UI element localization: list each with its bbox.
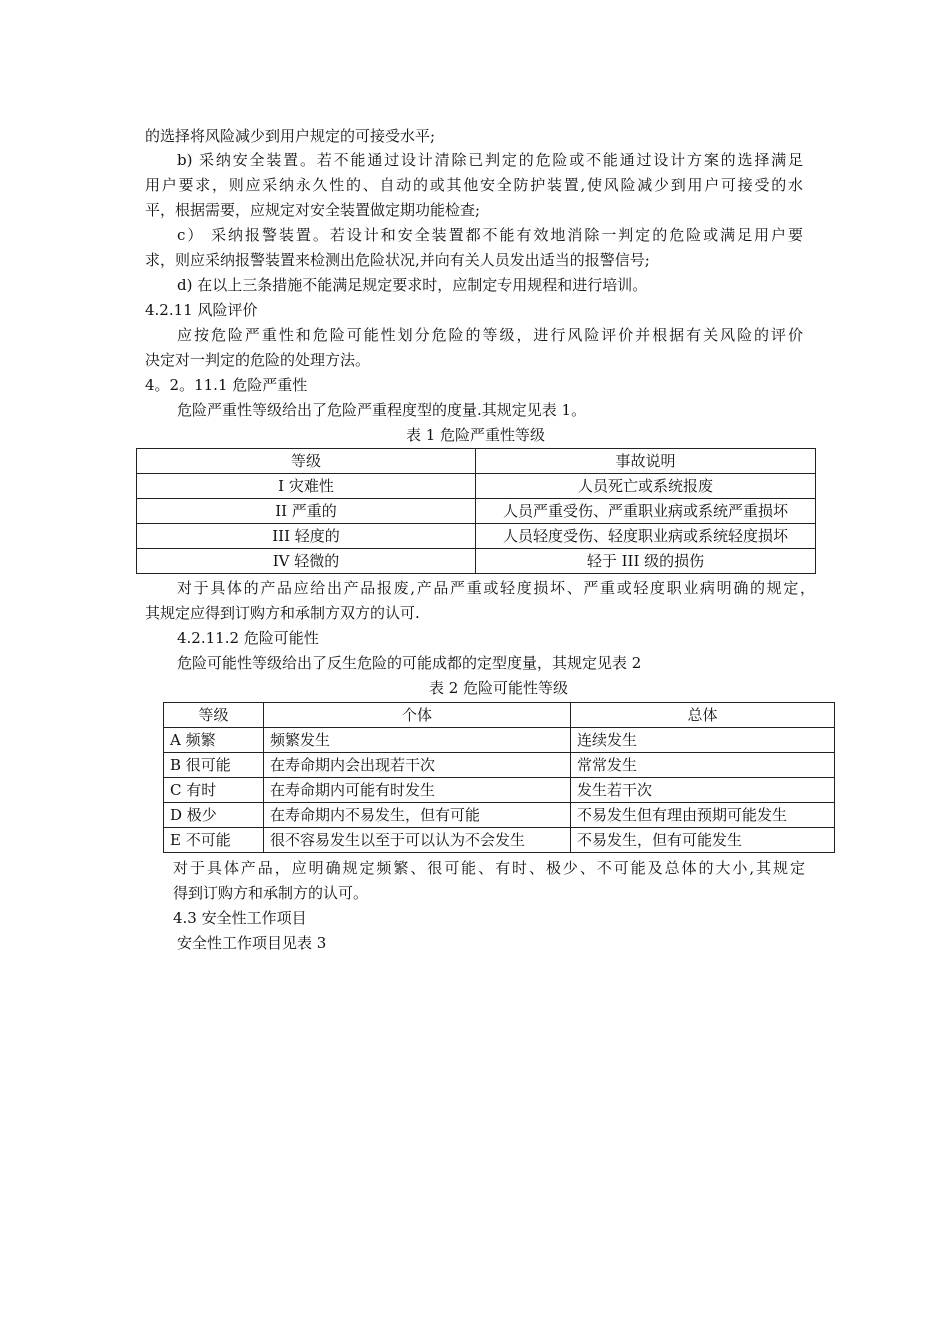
table-row xyxy=(137,549,816,574)
table-cell: E 不可能 xyxy=(164,828,264,853)
section-heading: 4.2.11 风险评价 xyxy=(145,301,258,319)
table-header-cell: 个体 xyxy=(264,703,571,728)
table-row xyxy=(137,474,816,499)
table-cell: 很不容易发生以至于可以认为不会发生 xyxy=(264,828,571,853)
paragraph-line: 的选择将风险减少到用户规定的可接受水平; xyxy=(145,127,436,145)
table-cell: 在寿命期内不易发生，但有可能 xyxy=(264,803,571,828)
table-header-row xyxy=(164,703,835,728)
table-row xyxy=(164,728,835,753)
table-cell: 人员严重受伤、严重职业病或系统严重损坏 xyxy=(476,499,816,524)
table-cell: 在寿命期内会出现若干次 xyxy=(264,753,571,778)
table-cell: 在寿命期内可能有时发生 xyxy=(264,778,571,803)
table-cell: 常常发生 xyxy=(571,753,835,778)
paragraph-line: b) 采纳安全装置。若不能通过设计清除已判定的危险或不能通过设计方案的选择满足 xyxy=(177,151,803,169)
table-cell: I 灾难性 xyxy=(137,474,476,499)
table-cell: C 有时 xyxy=(164,778,264,803)
paragraph-line: 决定对一判定的危险的处理方法。 xyxy=(145,351,371,369)
table-cell: D 极少 xyxy=(164,803,264,828)
paragraph-line: 安全性工作项目见表 3 xyxy=(177,934,327,952)
table-row xyxy=(137,524,816,549)
table-row xyxy=(164,803,835,828)
table-row xyxy=(137,499,816,524)
table1-caption: 表 1 危险严重性等级 xyxy=(405,426,546,444)
table-cell: 连续发生 xyxy=(571,728,835,753)
table-header-cell: 总体 xyxy=(571,703,835,728)
table-row xyxy=(164,778,835,803)
table-cell: II 严重的 xyxy=(137,499,476,524)
table-header-cell: 等级 xyxy=(137,449,476,474)
table-header-cell: 事故说明 xyxy=(476,449,816,474)
paragraph-line: 危险可能性等级给出了反生危险的可能成都的定型度量，其规定见表 2 xyxy=(177,654,642,672)
paragraph-line: 对于具体的产品应给出产品报废,产品严重或轻度损坏、严重或轻度职业病明确的规定， xyxy=(177,579,815,597)
paragraph-line: 用户要求，则应采纳永久性的、自动的或其他安全防护装置,使风险减少到用户可接受的水 xyxy=(145,176,803,194)
table-cell: A 频繁 xyxy=(164,728,264,753)
table-cell: III 轻度的 xyxy=(137,524,476,549)
severity-table xyxy=(136,448,816,574)
paragraph-line: 平，根据需要，应规定对安全装置做定期功能检查; xyxy=(145,201,481,219)
table-cell: B 很可能 xyxy=(164,753,264,778)
table-header-row xyxy=(137,449,816,474)
table-cell: 发生若干次 xyxy=(571,778,835,803)
table-cell: 轻于 III 级的损伤 xyxy=(476,549,816,574)
paragraph-line: c） 采纳报警装置。若设计和安全装置都不能有效地消除一判定的危险或满足用户要 xyxy=(177,226,803,244)
table-cell: IV 轻微的 xyxy=(137,549,476,574)
table-row xyxy=(164,828,835,853)
table-cell: 不易发生，但有可能发生 xyxy=(571,828,835,853)
probability-table xyxy=(163,702,835,853)
table2-caption: 表 2 危险可能性等级 xyxy=(428,679,569,697)
table-cell: 人员死亡或系统报废 xyxy=(476,474,816,499)
paragraph-line: 对于具体产品，应明确规定频繁、很可能、有时、极少、不可能及总体的大小,其规定 xyxy=(173,859,805,877)
paragraph-line: 其规定应得到订购方和承制方双方的认可. xyxy=(145,604,420,622)
paragraph-line: 危险严重性等级给出了危险严重程度型的度量.其规定见表 1。 xyxy=(177,401,587,419)
paragraph-line: 求，则应采纳报警装置来检测出危险状况,并向有关人员发出适当的报警信号; xyxy=(145,251,650,269)
table-header-cell: 等级 xyxy=(164,703,264,728)
section-heading: 4.3 安全性工作项目 xyxy=(173,909,307,927)
paragraph-line: d) 在以上三条措施不能满足规定要求时，应制定专用规程和进行培训。 xyxy=(177,276,648,294)
section-heading: 4.2.11.2 危险可能性 xyxy=(177,629,319,647)
section-heading: 4。2。11.1 危险严重性 xyxy=(145,376,308,394)
table-cell: 人员轻度受伤、轻度职业病或系统轻度损坏 xyxy=(476,524,816,549)
paragraph-line: 得到订购方和承制方的认可。 xyxy=(173,884,369,902)
table-row xyxy=(164,753,835,778)
table-cell: 不易发生但有理由预期可能发生 xyxy=(571,803,835,828)
table-cell: 频繁发生 xyxy=(264,728,571,753)
paragraph-line: 应按危险严重性和危险可能性划分危险的等级，进行风险评价并根据有关风险的评价 xyxy=(177,326,803,344)
